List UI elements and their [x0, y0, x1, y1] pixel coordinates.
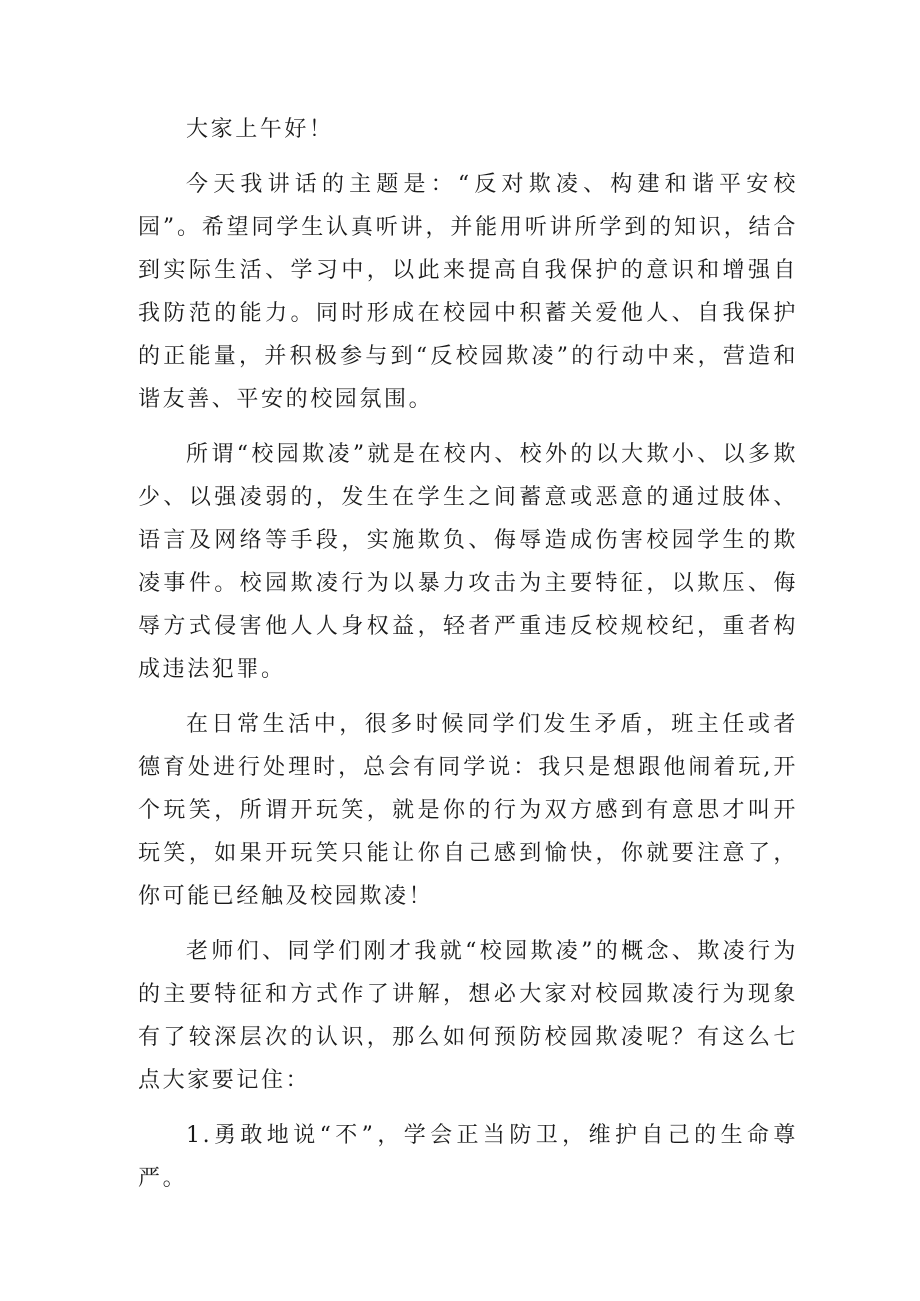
- paragraph-joking: 在日常生活中，很多时候同学们发生矛盾，班主任或者德育处进行处理时，总会有同学说：我只是想跟他闹着玩,开个玩笑，所谓开玩笑，就是你的行为双方感到有意思才叫开玩笑，如果开玩笑只能让你自己感到愉快，你就要注意了，你可能已经触及校园欺凌！: [138, 712, 798, 909]
- paragraph-point-1: 1.勇敢地说“不”，学会正当防卫，维护自己的生命尊严。: [138, 1123, 798, 1191]
- greeting: 大家上午好！: [186, 117, 334, 142]
- paragraph-theme: 今天我讲话的主题是：“反对欺凌、构建和谐平安校园”。希望同学生认真听讲，并能用听讲所学到的知识，结合到实际生活、学习中，以此来提高自我保护的意识和增强自我防范的能力。同时形成在校园中积蓄关爱他人、自我保护的正能量，并积极参与到“反校园欺凌”的行动中来，营造和谐友善、平安的校园氛围。: [138, 172, 798, 412]
- document-body: [138, 108, 798, 1212]
- paragraph-definition: 所谓“校园欺凌”就是在校内、校外的以大欺小、以多欺少、以强凌弱的，发生在学生之间蓄意或恶意的通过肢体、语言及网络等手段，实施欺负、侮辱造成伤害校园学生的欺凌事件。校园欺凌行为以暴力攻击为主要特征，以欺压、侮辱方式侵害他人人身权益，轻者严重违反校规校纪，重者构成违法犯罪。: [138, 442, 798, 682]
- paragraph-prevention-intro: 老师们、同学们刚才我就“校园欺凌”的概念、欺凌行为的主要特征和方式作了讲解，想必大家对校园欺凌行为现象有了较深层次的认识，那么如何预防校园欺凌呢？有这么七点大家要记住：: [138, 939, 798, 1093]
